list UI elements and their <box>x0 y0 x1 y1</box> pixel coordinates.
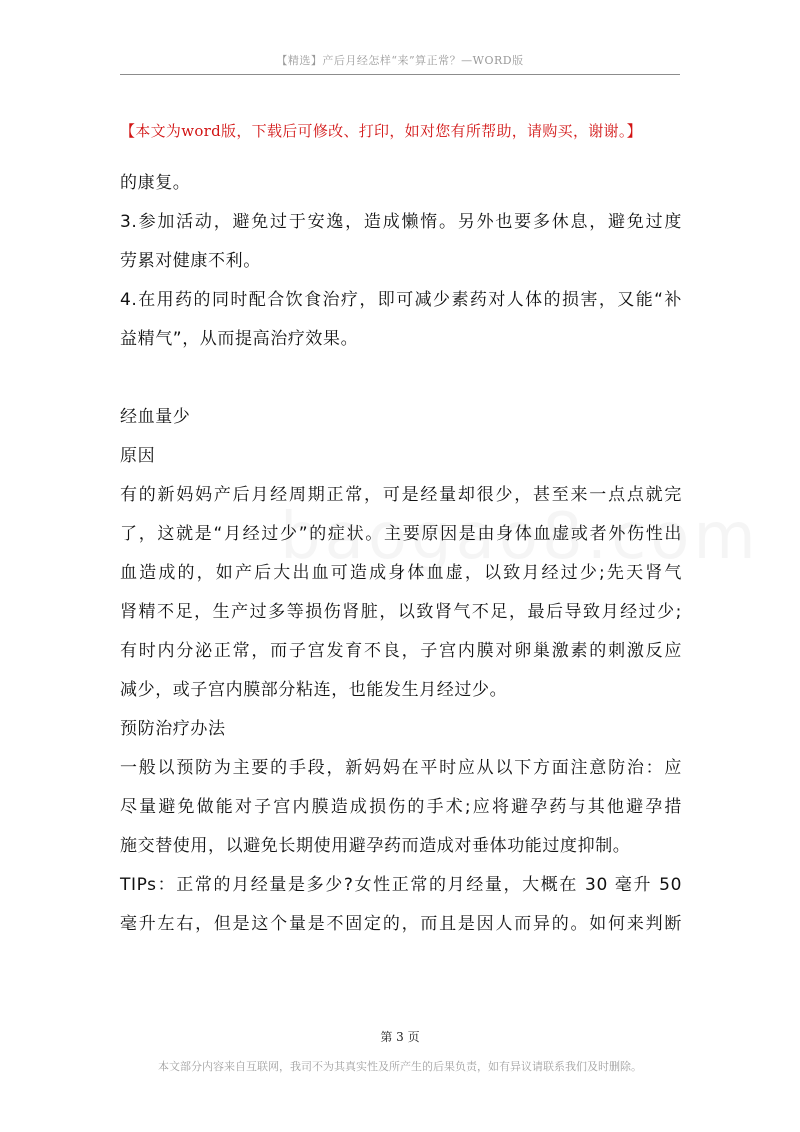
footer-disclaimer: 本文部分内容来自互联网，我司不为其真实性及所产生的后果负责，如有异议请联系我们及时删除。 <box>158 1060 642 1073</box>
text-line: 劳累对健康不利。 <box>120 251 261 271</box>
text-line: 尽量避免做能对子宫内膜造成损伤的手术;应将避孕药与其他避孕措 <box>120 797 682 817</box>
document-header: 【精选】产后月经怎样“来”算正常？—WORD版 <box>276 54 524 67</box>
text-line: 4.在用药的同时配合饮食治疗，即可减少素药对人体的损害，又能“补 <box>120 290 682 310</box>
text-line: 有时内分泌正常，而子宫发育不良，子宫内膜对卵巢激素的刺激反应 <box>120 641 682 661</box>
purchase-notice: 【本文为word版，下载后可修改、打印，如对您有所帮助，请购买，谢谢。】 <box>120 122 642 140</box>
document-body <box>120 164 682 944</box>
paragraph-tips <box>120 866 682 944</box>
text-line: 血造成的，如产后大出血可造成身体血虚，以致月经过少;先天肾气 <box>120 563 682 583</box>
text-line: 毫升左右，但是这个量是不固定的，而且是因人而异的。如何来判断 <box>120 914 682 934</box>
paragraph-cause <box>120 476 682 710</box>
paragraph-continuation: 的康复。 <box>120 173 191 193</box>
subsection-heading: 原因 <box>120 446 156 466</box>
text-line: 一般以预防为主要的手段，新妈妈在平时应从以下方面注意防治：应 <box>120 758 682 778</box>
header-divider <box>120 74 680 75</box>
text-line: 3.参加活动，避免过于安逸，造成懒惰。另外也要多休息，避免过度 <box>120 212 682 232</box>
subsection-heading: 预防治疗办法 <box>120 719 226 739</box>
text-line: TIPs：正常的月经量是多少?女性正常的月经量，大概在 30 毫升 50 <box>120 875 682 895</box>
section-heading: 经血量少 <box>120 407 191 427</box>
page-number: 第 3 页 <box>380 1030 420 1044</box>
text-line: 施交替使用，以避免长期使用避孕药而造成对垂体功能过度抑制。 <box>120 836 631 856</box>
text-line: 益精气”，从而提高治疗效果。 <box>120 329 359 349</box>
text-line: 减少，或子宫内膜部分粘连，也能发生月经过少。 <box>120 680 508 700</box>
paragraph-prevention <box>120 749 682 866</box>
text-line: 了，这就是“月经过少”的症状。主要原因是由身体血虚或者外伤性出 <box>120 524 682 544</box>
paragraph-item-4 <box>120 281 682 359</box>
text-line: 有的新妈妈产后月经周期正常，可是经量却很少，甚至来一点点就完 <box>120 485 682 505</box>
paragraph-item-3 <box>120 203 682 281</box>
text-line: 肾精不足，生产过多等损伤肾脏，以致肾气不足，最后导致月经过少; <box>120 602 682 622</box>
paragraph-spacer <box>120 359 682 398</box>
